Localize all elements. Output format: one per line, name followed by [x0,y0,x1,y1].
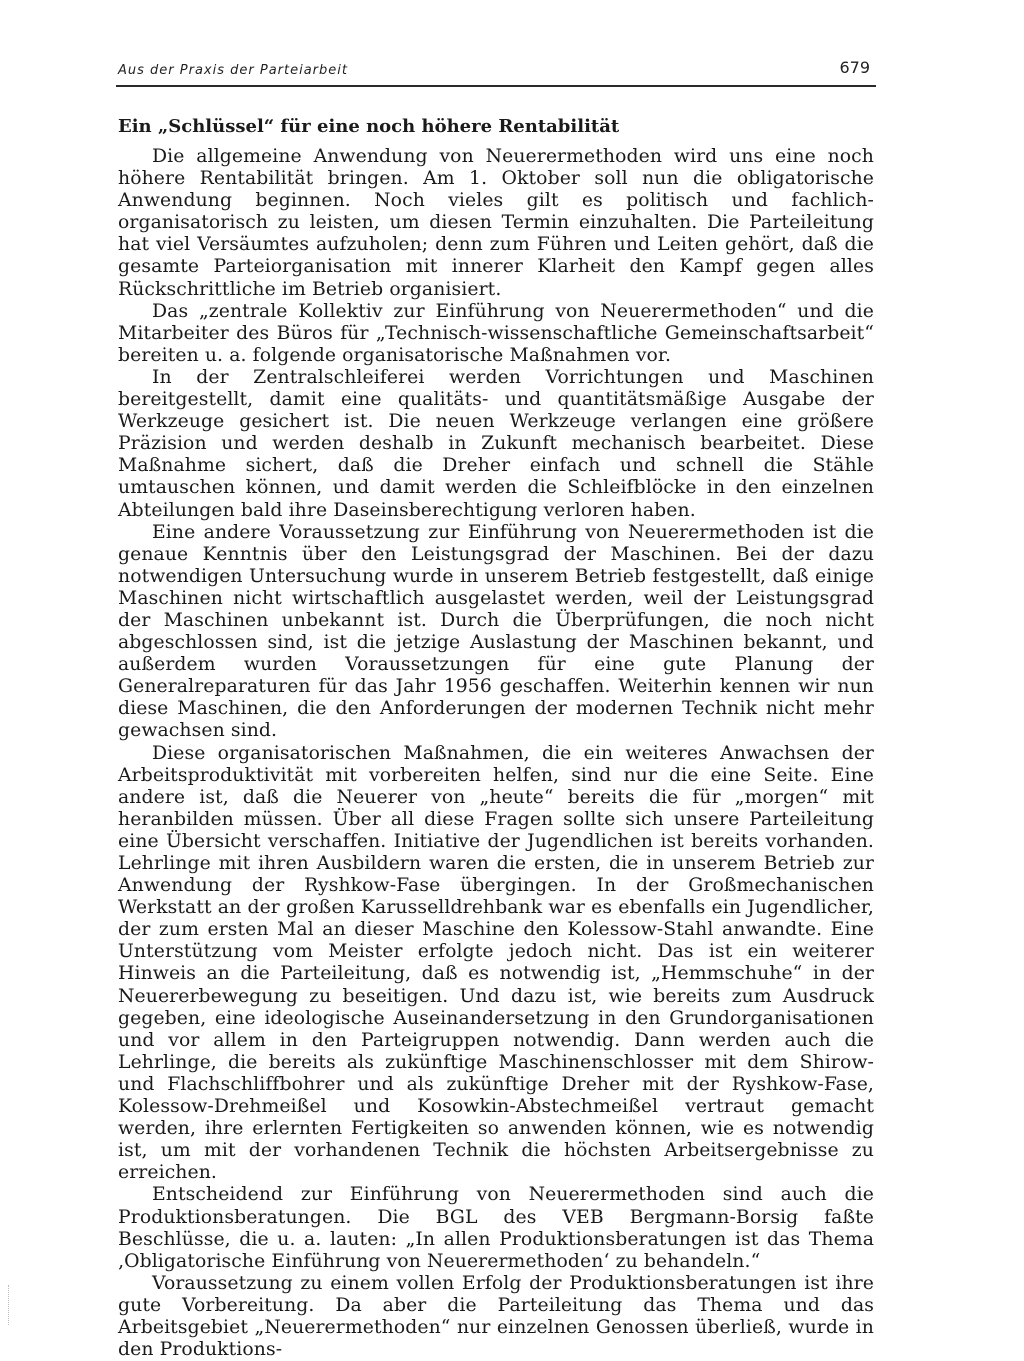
page-number: 679 [839,58,870,77]
paragraph-2: Das „zentrale Kollektiv zur Einführung von Neuerermethoden“ und die Mitarbeiter des Büros für „Technisch-wissenschaftliche Gemeinschaftsarbeit“ bereiten u. a. folgende organisatorische Maßnahmen vor. [118,300,874,366]
running-head: Aus der Praxis der Parteiarbeit [118,63,348,78]
paragraph-7: Voraussetzung zu einem vollen Erfolg der Produktionsberatungen ist ihre gute Vorbereitung. Da aber die Parteileitung das Thema und das Arbeitsgebiet „Neuerermethoden“ nur einzelnen Genossen überließ, wurde in den Produktions- [118,1272,874,1361]
paragraph-1: Die allgemeine Anwendung von Neuerermethoden wird uns eine noch höhere Rentabilität bringen. Am 1. Oktober soll nun die obligatorische Anwendung beginnen. Noch vieles gilt es politisch und fachlich-organisatorisch zu leisten, um diesen Termin einzuhalten. Die Parteileitung hat viel Versäumtes aufzuholen; denn zum Führen und Leiten gehört, daß die gesamte Parteiorganisation mit innerer Klarheit den Kampf gegen alles Rückschrittliche im Betrieb organisiert. [118,146,874,300]
paragraph-4: Eine andere Voraussetzung zur Einführung von Neuerermethoden ist die genaue Kenntnis über den Leistungsgrad der Maschinen. Bei der dazu notwendigen Untersuchung wurde in unserem Betrieb festgestellt, daß einige Maschinen nicht wirtschaftlich ausgelastet werden, weil der Leistungsgrad der Maschinen unbekannt ist. Durch die Überprüfungen, die noch nicht abgeschlossen sind, ist die jetzige Auslastung der Maschinen bekannt, und außerdem wurden Voraussetzungen für eine gute Planung der Generalreparaturen für das Jahr 1956 geschaffen. Weiterhin kennen wir nun diese Maschinen, die den Anforderungen der modernen Technik nicht mehr gewachsen sind. [118,521,874,742]
article [118,114,874,1361]
header-rule [116,85,876,87]
paragraph-6: Entscheidend zur Einführung von Neuerermethoden sind auch die Produktionsberatungen. Die BGL des VEB Bergmann-Borsig faßte Beschlüsse, die u. a. lauten: „In allen Produktionsberatungen ist das Thema ‚Obligatorische Einführung von Neuerermethoden‘ zu behandeln.“ [118,1184,874,1272]
page-header [118,58,874,82]
scan-margin-mark [8,1285,13,1325]
paragraph-3: In der Zentralschleiferei werden Vorrichtungen und Maschinen bereitgestellt, damit eine qualitäts- und quantitätsmäßige Ausgabe der Werkzeuge gesichert ist. Die neuen Werkzeuge verlangen eine größere Präzision und werden deshalb in Zukunft mechanisch bearbeitet. Diese Maßnahme sichert, daß die Dreher einfach und schnell die Stähle umtauschen können, und damit werden die Schleifblöcke in den einzelnen Abteilungen bald ihre Daseinsberechtigung verloren haben. [118,366,874,521]
paragraph-5: Diese organisatorischen Maßnahmen, die ein weiteres Anwachsen der Arbeitsproduktivität mit vorbereiten helfen, sind nur die eine Seite. Eine andere ist, daß die Neuerer von „heute“ bereits die für „morgen“ mit heranbilden müssen. Über all diese Fragen sollte sich unsere Parteileitung eine Übersicht verschaffen. Initiative der Jugendlichen ist bereits vorhanden. Lehrlinge mit ihren Ausbildern waren die ersten, die in unserem Betrieb zur Anwendung der Ryshkow-Fase übergingen. In der Großmechanischen Werkstatt an der großen Karusselldrehbank war es ebenfalls ein Jugendlicher, der zum ersten Mal an dieser Maschine den Kolessow-Stahl anwandte. Eine Unterstützung vom Meister erfolgte jedoch nicht. Das ist ein weiterer Hinweis an die Parteileitung, daß es notwendig ist, „Hemmschuhe“ in der Neuererbewegung zu beseitigen. Und dazu ist, wie bereits zum Ausdruck gegeben, eine ideologische Auseinandersetzung in den Grundorganisationen und vor allem in den Parteigruppen notwendig. Dann werden auch die Lehrlinge, die bereits als zukünftige Maschinenschlosser mit dem Shirow- und Flachschliffbohrer und als zukünftige Dreher mit der Ryshkow-Fase, Kolessow-Drehmeißel und Kosowkin-Abstechmeißel vertraut gemacht werden, ihre erlernten Fertigkeiten so anwenden können, wie es notwendig ist, um mit der vorhandenen Technik die höchsten Arbeitsergebnisse zu erreichen. [118,742,874,1184]
article-headline: Ein „Schlüssel“ für eine noch höhere Rentabilität [118,116,620,137]
